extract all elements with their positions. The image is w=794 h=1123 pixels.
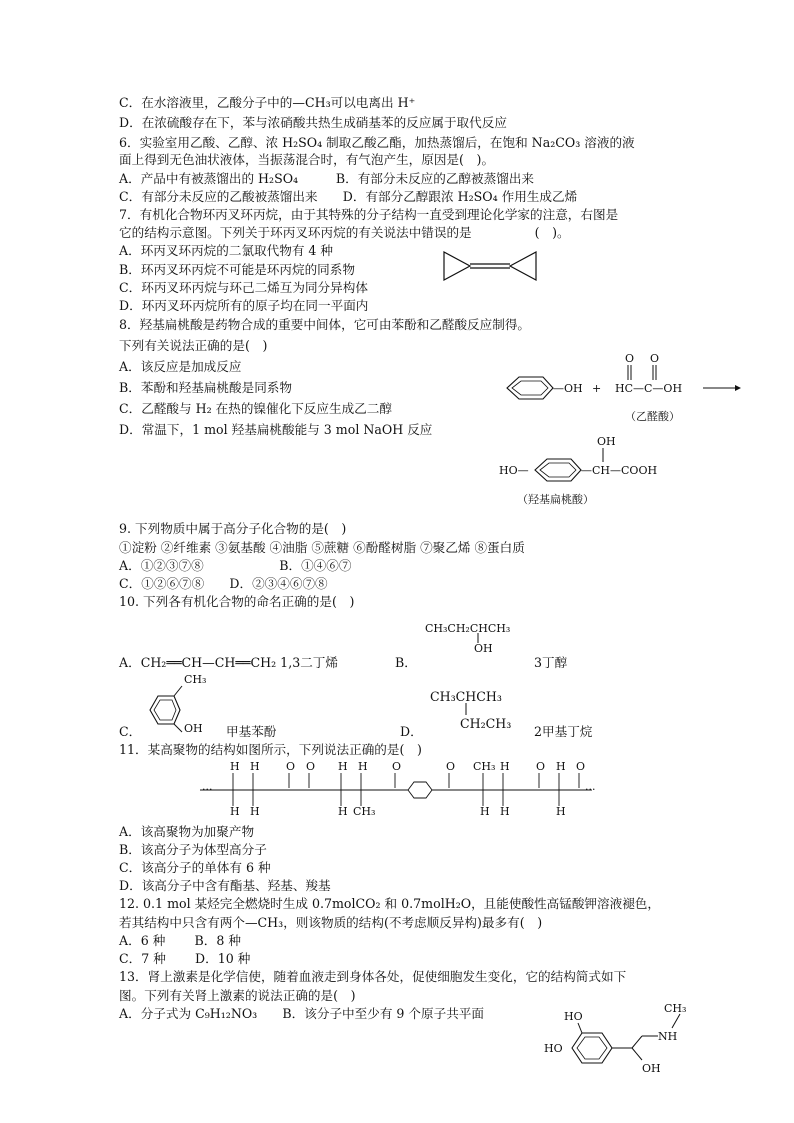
adr-ch3: CH₃ xyxy=(664,1002,687,1015)
q11-stem: 11．某高聚物的结构如图所示，下列说法正确的是( ) xyxy=(119,742,422,757)
q11-option-c: C．该高分子的单体有 6 种 xyxy=(119,860,271,875)
q10-b-name: 3丁醇 xyxy=(534,655,568,670)
product-name: （羟基扁桃酸） xyxy=(517,493,594,506)
q11-option-d: D．该高分子中含有酯基、羟基、羧基 xyxy=(119,878,331,893)
q8-option-c: C．乙醛酸与 H₂ 在热的镍催化下反应生成乙二醇 xyxy=(119,401,392,416)
q8-stem-line1: 8．羟基扁桃酸是药物合成的重要中间体，它可由苯酚和乙醛酸反应制得。 xyxy=(119,317,531,332)
adr-oh: OH xyxy=(642,1062,661,1075)
glyoxylic-formula: HC—C—OH xyxy=(615,382,683,395)
q12-stem-line1: 12. 0.1 mol 某烃完全燃烧时生成 0.7molCO₂ 和 0.7molH₂O，且能使酸性高锰酸钾溶液褪色， xyxy=(119,896,660,911)
q5-option-c: C．在水溶液里，乙酸分子中的—CH₃可以电离出 H⁺ xyxy=(119,95,416,110)
q10-option-a: A．CH₂══CH—CH══CH₂ 1,3二丁烯 xyxy=(119,655,338,670)
poly-ch3-2: CH₃ xyxy=(473,760,496,773)
q10-c-name: 甲基苯酚 xyxy=(226,724,277,739)
q8-stem-line2: 下列有关说法正确的是( ) xyxy=(119,338,268,353)
q10-option-d-label: D． xyxy=(400,724,423,739)
q12-stem-line2: 若其结构中只含有两个—CH₃，则该物质的结构(不考虑顺反异构)最多有( ) xyxy=(119,915,543,930)
poly-o3: O xyxy=(392,760,402,773)
adr-nh: NH xyxy=(658,1030,678,1043)
poly-o5: O xyxy=(536,760,546,773)
product-chain: —CH—COOH xyxy=(581,464,658,477)
poly-o6: O xyxy=(576,760,586,773)
q6-options-ab: A．产品中有被蒸馏出的 H₂SO₄ B．有部分未反应的乙醇被蒸馏出来 xyxy=(119,171,535,186)
q8-reaction-scheme xyxy=(495,350,745,515)
q10-option-b-label: B． xyxy=(395,655,417,670)
q11-option-a: A．该高聚物为加聚产物 xyxy=(119,824,255,839)
q8-option-b: B．苯酚和羟基扁桃酸是同系物 xyxy=(119,380,292,395)
q7-stem-line1: 7．有机化合物环丙叉环丙烷，由于其特殊的分子结构一直受到理论化学家的注意，右图是 xyxy=(119,207,619,222)
q9-stem: 9. 下列物质中属于高分子化合物的是( ) xyxy=(119,521,347,536)
q10-c-ch3: CH₃ xyxy=(184,673,207,686)
q11-option-b: B．该高分子为体型高分子 xyxy=(119,842,267,857)
q12-options-cd: C．7 种 D．10 种 xyxy=(119,951,251,966)
q10-d-name: 2甲基丁烷 xyxy=(534,724,593,739)
poly-h1: H xyxy=(230,760,240,773)
glyoxylic-o1: O xyxy=(625,352,635,365)
q9-options-ab: A．①②③⑦⑧ B．①④⑥⑦ xyxy=(119,558,352,573)
poly-h9: H xyxy=(480,805,490,818)
q9-options-cd: C．①②⑥⑦⑧ D．②③④⑥⑦⑧ xyxy=(119,576,328,591)
q10-c-methylphenol-ring xyxy=(140,680,190,740)
q5-option-d: D．在浓硫酸存在下，苯与浓硝酸共热生成硝基苯的反应属于取代反应 xyxy=(119,115,507,130)
poly-h7: H xyxy=(338,805,348,818)
q10-b-oh: OH xyxy=(474,642,493,655)
glyoxylic-name: （乙醛酸） xyxy=(625,410,680,423)
adr-ho1: HO xyxy=(564,1010,583,1023)
glyoxylic-o2: O xyxy=(650,352,660,365)
product-ho: HO— xyxy=(499,464,529,477)
phenol-oh-label: —OH xyxy=(553,382,583,395)
plus-sign: + xyxy=(592,382,602,395)
q10-d-branch: CH₂CH₃ xyxy=(460,716,512,731)
product-oh: OH xyxy=(597,435,616,448)
q8-option-a: A．该反应是加成反应 xyxy=(119,359,242,374)
q6-stem-line2: 面上得到无色油状液体，当振荡混合时，有气泡产生，原因是( )。 xyxy=(119,152,495,167)
svg-text:···: ··· xyxy=(202,783,213,796)
poly-h4: H xyxy=(250,805,260,818)
adr-ho2: HO xyxy=(544,1042,563,1055)
poly-h11: H xyxy=(556,760,566,773)
poly-o4: O xyxy=(446,760,456,773)
cyclopropylidene-cyclopropane-structure xyxy=(440,248,540,284)
q10-d-branch-bond xyxy=(464,703,468,715)
q7-option-b: B．环丙叉环丙烷不可能是环丙烷的同系物 xyxy=(119,262,355,277)
poly-h10: H xyxy=(500,805,510,818)
q10-c-oh: OH xyxy=(184,722,203,735)
q7-option-a: A．环丙叉环丙烷的二氯取代物有 4 种 xyxy=(119,243,334,258)
poly-h5: H xyxy=(338,760,348,773)
q7-option-d: D．环丙叉环丙烷所有的原子均在同一平面内 xyxy=(119,298,369,313)
q10-d-formula: CH₃CHCH₃ xyxy=(430,689,502,704)
poly-o1: O xyxy=(286,760,296,773)
poly-o2: O xyxy=(306,760,316,773)
q9-items: ①淀粉 ②纤维素 ③氨基酸 ④油脂 ⑤蔗糖 ⑥酚醛树脂 ⑦聚乙烯 ⑧蛋白质 xyxy=(119,540,525,555)
q6-stem-line1: 6．实验室用乙酸、乙醇、浓 H₂SO₄ 制取乙酸乙酯，加热蒸馏后，在饱和 Na₂CO₃ 溶液的液 xyxy=(119,135,635,150)
q13-adrenaline-structure xyxy=(540,1000,710,1080)
q7-stem-line2: 它的结构示意图。下列关于环丙叉环丙烷的有关说法中错误的是 ( )。 xyxy=(119,225,570,240)
poly-h8: H xyxy=(500,760,510,773)
q13-options-ab: A．分子式为 C₉H₁₂NO₃ B．该分子中至少有 9 个原子共平面 xyxy=(119,1006,484,1021)
poly-h2: H xyxy=(250,760,260,773)
q11-polymer-structure xyxy=(200,760,600,820)
poly-h6: H xyxy=(358,760,368,773)
poly-h12: H xyxy=(556,805,566,818)
q13-stem-line2: 图。下列有关肾上激素的说法正确的是( ) xyxy=(119,988,356,1003)
q12-options-ab: A．6 种 B．8 种 xyxy=(119,933,241,948)
poly-ch3-1: CH₃ xyxy=(353,805,376,818)
q10-stem: 10. 下列各有机化合物的命名正确的是( ) xyxy=(119,594,355,609)
poly-h3: H xyxy=(230,805,240,818)
q6-options-cd: C．有部分未反应的乙酸被蒸馏出来 D．有部分乙醇跟浓 H₂SO₄ 作用生成乙烯 xyxy=(119,189,578,204)
q10-option-c-label: C． xyxy=(119,724,142,739)
q7-option-c: C．环丙叉环丙烷与环己二烯互为同分异构体 xyxy=(119,280,368,295)
q10-b-formula: CH₃CH₂CHCH₃ xyxy=(425,622,511,635)
q13-stem-line1: 13．肾上激素是化学信使，随着血液走到身体各处，促使细胞发生变化，它的结构简式如下 xyxy=(119,969,627,984)
svg-text:···: ··· xyxy=(585,783,596,796)
q8-option-d: D．常温下，1 mol 羟基扁桃酸能与 3 mol NaOH 反应 xyxy=(119,422,433,437)
